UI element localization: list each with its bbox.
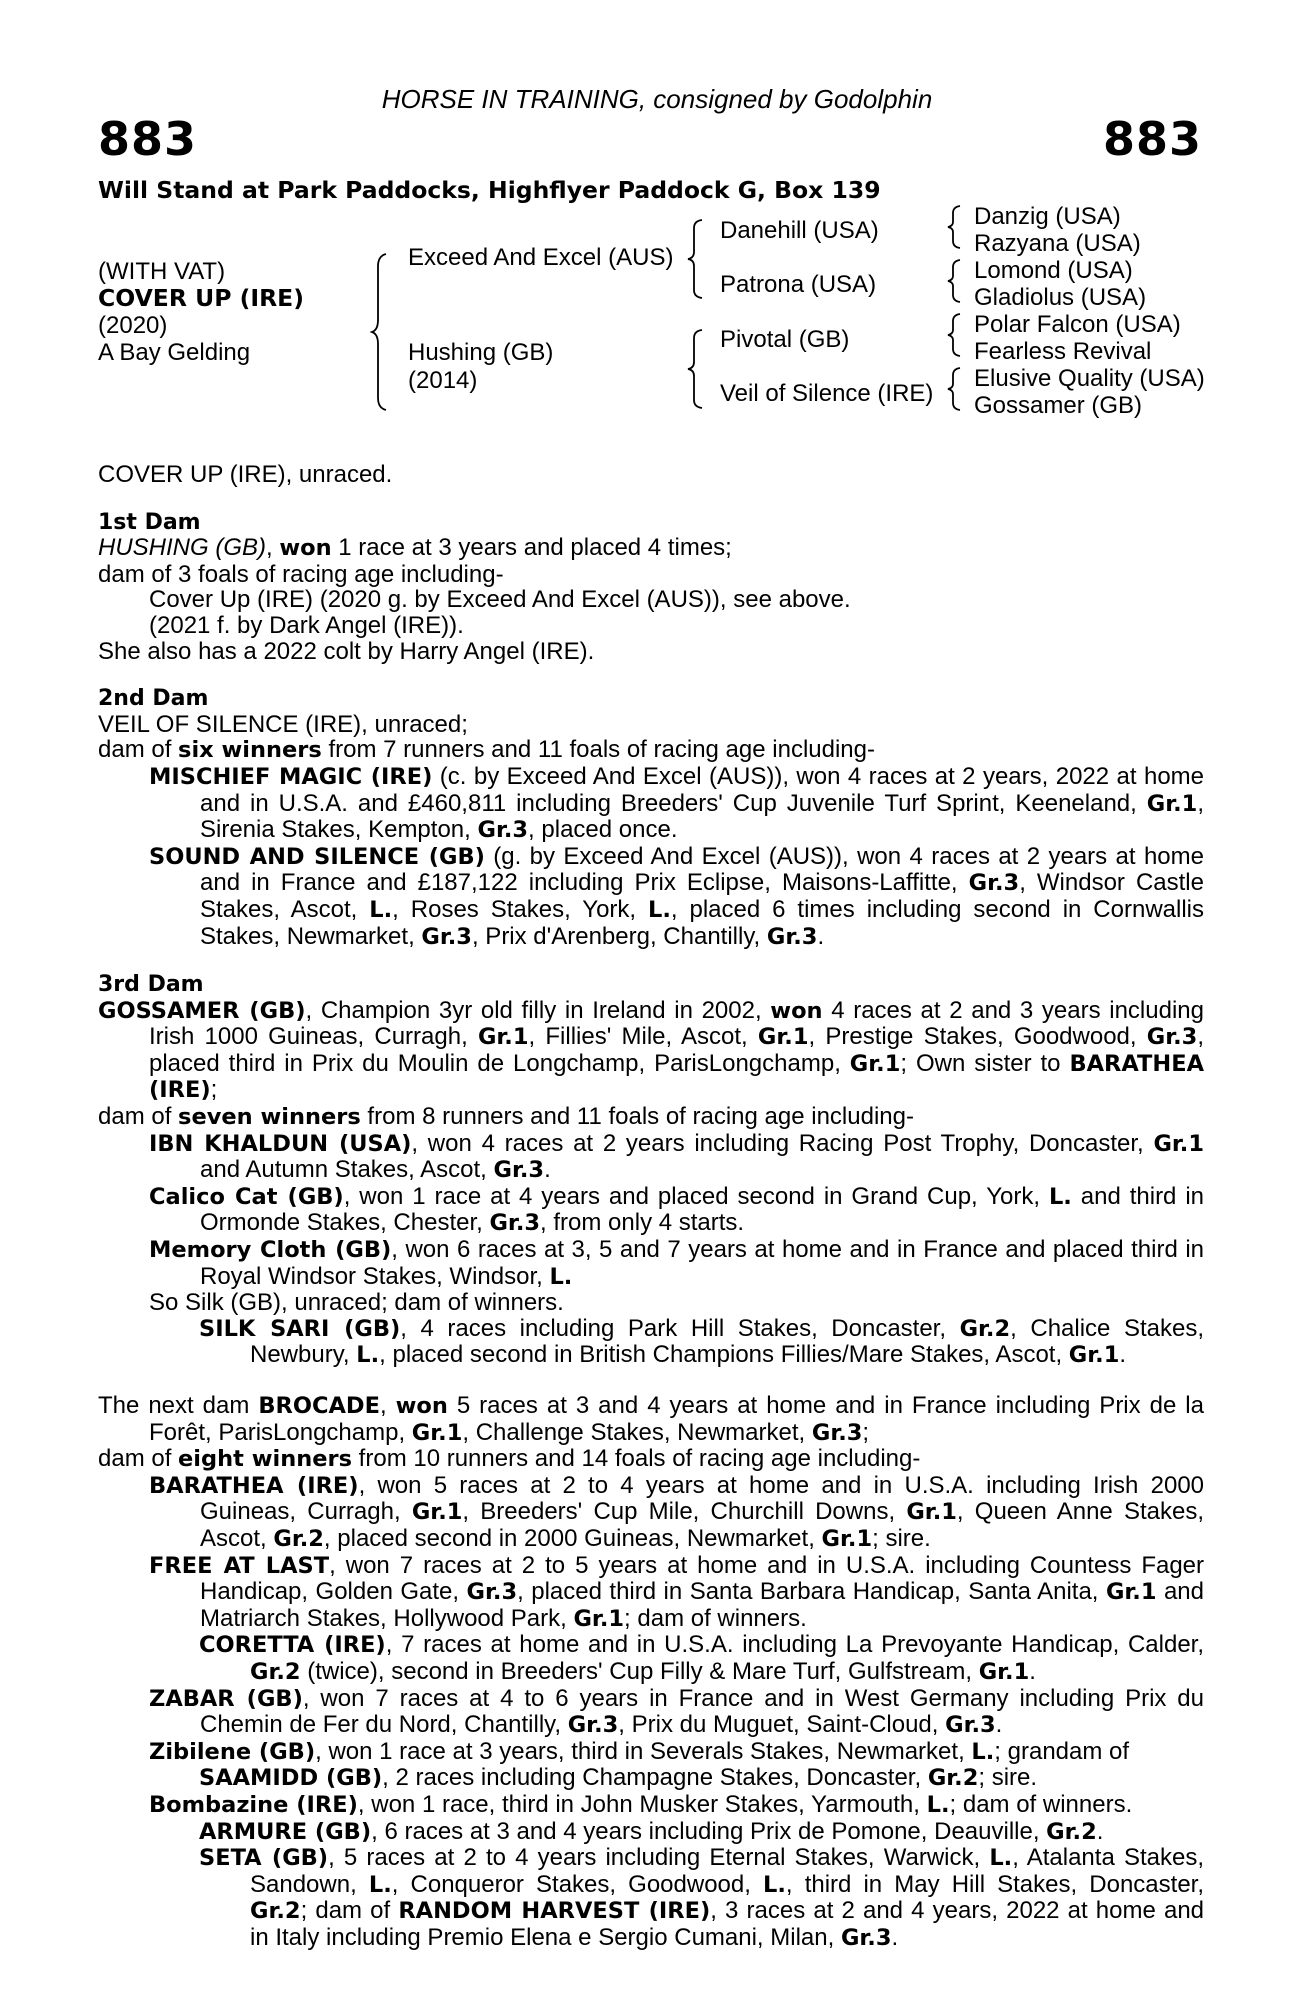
first-dam-note: She also has a 2022 colt by Harry Angel (IRE). [98, 637, 595, 665]
lot-number-right: 883 [1102, 112, 1202, 166]
sire: Exceed And Excel (AUS) [408, 244, 674, 271]
second-dam-produce: dam of six winners from 7 runners and 11 foals of racing age including- [98, 736, 875, 764]
horse-year: (2020) [98, 312, 168, 339]
sire-dam: Patrona (USA) [720, 271, 877, 298]
lot-number-left: 883 [98, 112, 198, 166]
vat-note: (WITH VAT) [98, 258, 226, 285]
stand-location: Will Stand at Park Paddocks, Highflyer Paddock G, Box 139 [98, 176, 881, 204]
produce-entry: MISCHIEF MAGIC (IRE) (c. by Exceed And Excel (AUS)), won 4 races at 2 years, 2022 at home and in U.S.A. and £460,811 including Breeders' Cup Juvenile Turf Sprint, Keeneland, Gr.1, Sirenia Stakes, Kempton, Gr.3, placed once. [149, 762, 1204, 844]
dam-sire-sire: Polar Falcon (USA) [974, 311, 1181, 338]
consignment-header: HORSE IN TRAINING, consigned by Godolphin [381, 84, 933, 114]
produce-entry: Zibilene (GB), won 1 race at 3 years, third in Severals Stakes, Newmarket, L.; grandam of [149, 1737, 1130, 1765]
third-dam-record: GOSSAMER (GB), Champion 3yr old filly in Ireland in 2002, won 4 races at 2 and 3 years including Irish 1000 Guineas, Curragh, Gr.1, Fillies' Mile, Ascot, Gr.1, Prestige Stakes, Goodwood, Gr.3, placed third in Prix du Moulin de Longchamp, ParisLongchamp, Gr.1; Own sister to BARATHEA (IRE); [98, 996, 1205, 1104]
first-dam-foals: dam of 3 foals of racing age including- [98, 560, 504, 588]
produce-entry: Memory Cloth (GB), won 6 races at 3, 5 and 7 years at home and in France and placed third in Royal Windsor Stakes, Windsor, L. [149, 1236, 1204, 1290]
first-dam-foal-1: Cover Up (IRE) (2020 g. by Exceed And Excel (AUS)), see above. [149, 586, 851, 614]
first-dam-record: HUSHING (GB), won 1 race at 3 years and placed 4 times; [98, 534, 732, 562]
second-dam-line: VEIL OF SILENCE (IRE), unraced; [98, 710, 468, 738]
sire-dam-dam: Gladiolus (USA) [974, 284, 1147, 311]
produce-entry: FREE AT LAST, won 7 races at 2 to 5 years at home and in U.S.A. including Countess Fager Handicap, Golden Gate, Gr.3, placed third in Santa Barbara Handicap, Santa Anita, Gr.1 and Matriarch Stakes, Hollywood Park, Gr.1; dam of winners. [149, 1551, 1205, 1632]
produce-entry: IBN KHALDUN (USA), won 4 races at 2 years including Racing Post Trophy, Doncaster, Gr.1 and Autumn Stakes, Ascot, Gr.3. [149, 1129, 1204, 1184]
third-dam-produce: dam of seven winners from 8 runners and 11 foals of racing age including- [98, 1103, 914, 1131]
grandproduce-entry: SILK SARI (GB), 4 races including Park Hill Stakes, Doncaster, Gr.2, Chalice Stakes, Newbury, L., placed second in British Champions Fillies/Mare Stakes, Ascot, Gr.1. [199, 1314, 1204, 1369]
sire-sire: Danehill (USA) [720, 217, 879, 244]
dam-dam: Veil of Silence (IRE) [720, 380, 934, 407]
brace-ds [946, 312, 964, 358]
dam-dam-sire: Elusive Quality (USA) [974, 365, 1205, 392]
produce-entry: So Silk (GB), unraced; dam of winners. [149, 1289, 564, 1317]
produce-entry: Calico Cat (GB), won 1 race at 4 years and placed second in Grand Cup, York, L. and third in Ormonde Stakes, Chester, Gr.3, from only 4 starts. [149, 1182, 1205, 1237]
section-heading-2nd-dam: 2nd Dam [98, 686, 209, 712]
catalogue-body [98, 462, 1204, 1951]
fourth-dam-produce: dam of eight winners from 10 runners and 14 foals of racing age including- [98, 1445, 921, 1473]
grandproduce-entry: SAAMIDD (GB), 2 races including Champagne Stakes, Doncaster, Gr.2; sire. [199, 1764, 1038, 1792]
brace-dam [686, 328, 706, 410]
dam-year: (2014) [408, 367, 478, 394]
grandproduce-entry: SETA (GB), 5 races at 2 to 4 years including Eternal Stakes, Warwick, L., Atalanta Stakes, Sandown, L., Conqueror Stakes, Goodwood, L., third in May Hill Stakes, Doncaster, Gr.2; dam of RANDOM HARVEST (IRE), 3 races at 2 and 4 years, 2022 at home and in Italy including Premio Elena e Sergio Cumani, Milan, Gr.3. [199, 1844, 1205, 1951]
produce-entry: BARATHEA (IRE), won 5 races at 2 to 4 years at home and in U.S.A. including Irish 2000 Guineas, Curragh, Gr.1, Breeders' Cup Mile, Churchill Downs, Gr.1, Queen Anne Stakes, Ascot, Gr.2, placed second in 2000 Guineas, Newmarket, Gr.1; sire. [149, 1471, 1205, 1552]
sire-sire-sire: Danzig (USA) [974, 203, 1121, 230]
first-dam-foal-2: (2021 f. by Dark Angel (IRE)). [149, 611, 464, 639]
produce-entry: Bombazine (IRE), won 1 race, third in John Musker Stakes, Yarmouth, L.; dam of winners. [149, 1790, 1133, 1818]
brace-gen1 [370, 252, 392, 412]
intro-line: COVER UP (IRE), unraced. [98, 461, 393, 488]
sire-dam-sire: Lomond (USA) [974, 257, 1133, 284]
brace-dd [946, 366, 964, 412]
produce-entry: SOUND AND SILENCE (GB) (g. by Exceed And Excel (AUS)), won 4 races at 2 years at home and in France and £187,122 including Prix Eclipse, Maisons-Laffitte, Gr.3, Windsor Castle Stakes, Ascot, L., Roses Stakes, York, L., placed 6 times including second in Cornwallis Stakes, Newmarket, Gr.3, Prix d'Arenberg, Chantilly, Gr.3. [149, 842, 1204, 950]
produce-entry: ZABAR (GB), won 7 races at 4 to 6 years in France and in West Germany including Prix du Chemin de Fer du Nord, Chantilly, Gr.3, Prix du Muguet, Saint-Cloud, Gr.3. [149, 1684, 1205, 1739]
section-heading-3rd-dam: 3rd Dam [98, 972, 204, 998]
dam: Hushing (GB) [408, 339, 554, 366]
brace-sire [686, 218, 706, 300]
horse-name: COVER UP (IRE) [98, 284, 304, 312]
grandproduce-entry: CORETTA (IRE), 7 races at home and in U.S.A. including La Prevoyante Handicap, Calder, Gr.2 (twice), second in Breeders' Cup Filly & Mare Turf, Gulfstream, Gr.1. [199, 1631, 1205, 1685]
dam-sire-dam: Fearless Revival [974, 338, 1152, 365]
brace-sd [946, 258, 964, 304]
fourth-dam-record: The next dam BROCADE, won 5 races at 3 and 4 years at home and in France including Prix de la Forêt, ParisLongchamp, Gr.1, Challenge Stakes, Newmarket, Gr.3; [98, 1392, 1204, 1446]
horse-description: A Bay Gelding [98, 339, 251, 366]
dam-sire: Pivotal (GB) [720, 326, 850, 353]
sire-sire-dam: Razyana (USA) [974, 230, 1141, 257]
grandproduce-entry: ARMURE (GB), 6 races at 3 and 4 years including Prix de Pomone, Deauville, Gr.2. [199, 1817, 1104, 1845]
section-heading-1st-dam: 1st Dam [98, 509, 201, 535]
dam-dam-dam: Gossamer (GB) [974, 392, 1143, 419]
brace-ss [946, 204, 964, 250]
